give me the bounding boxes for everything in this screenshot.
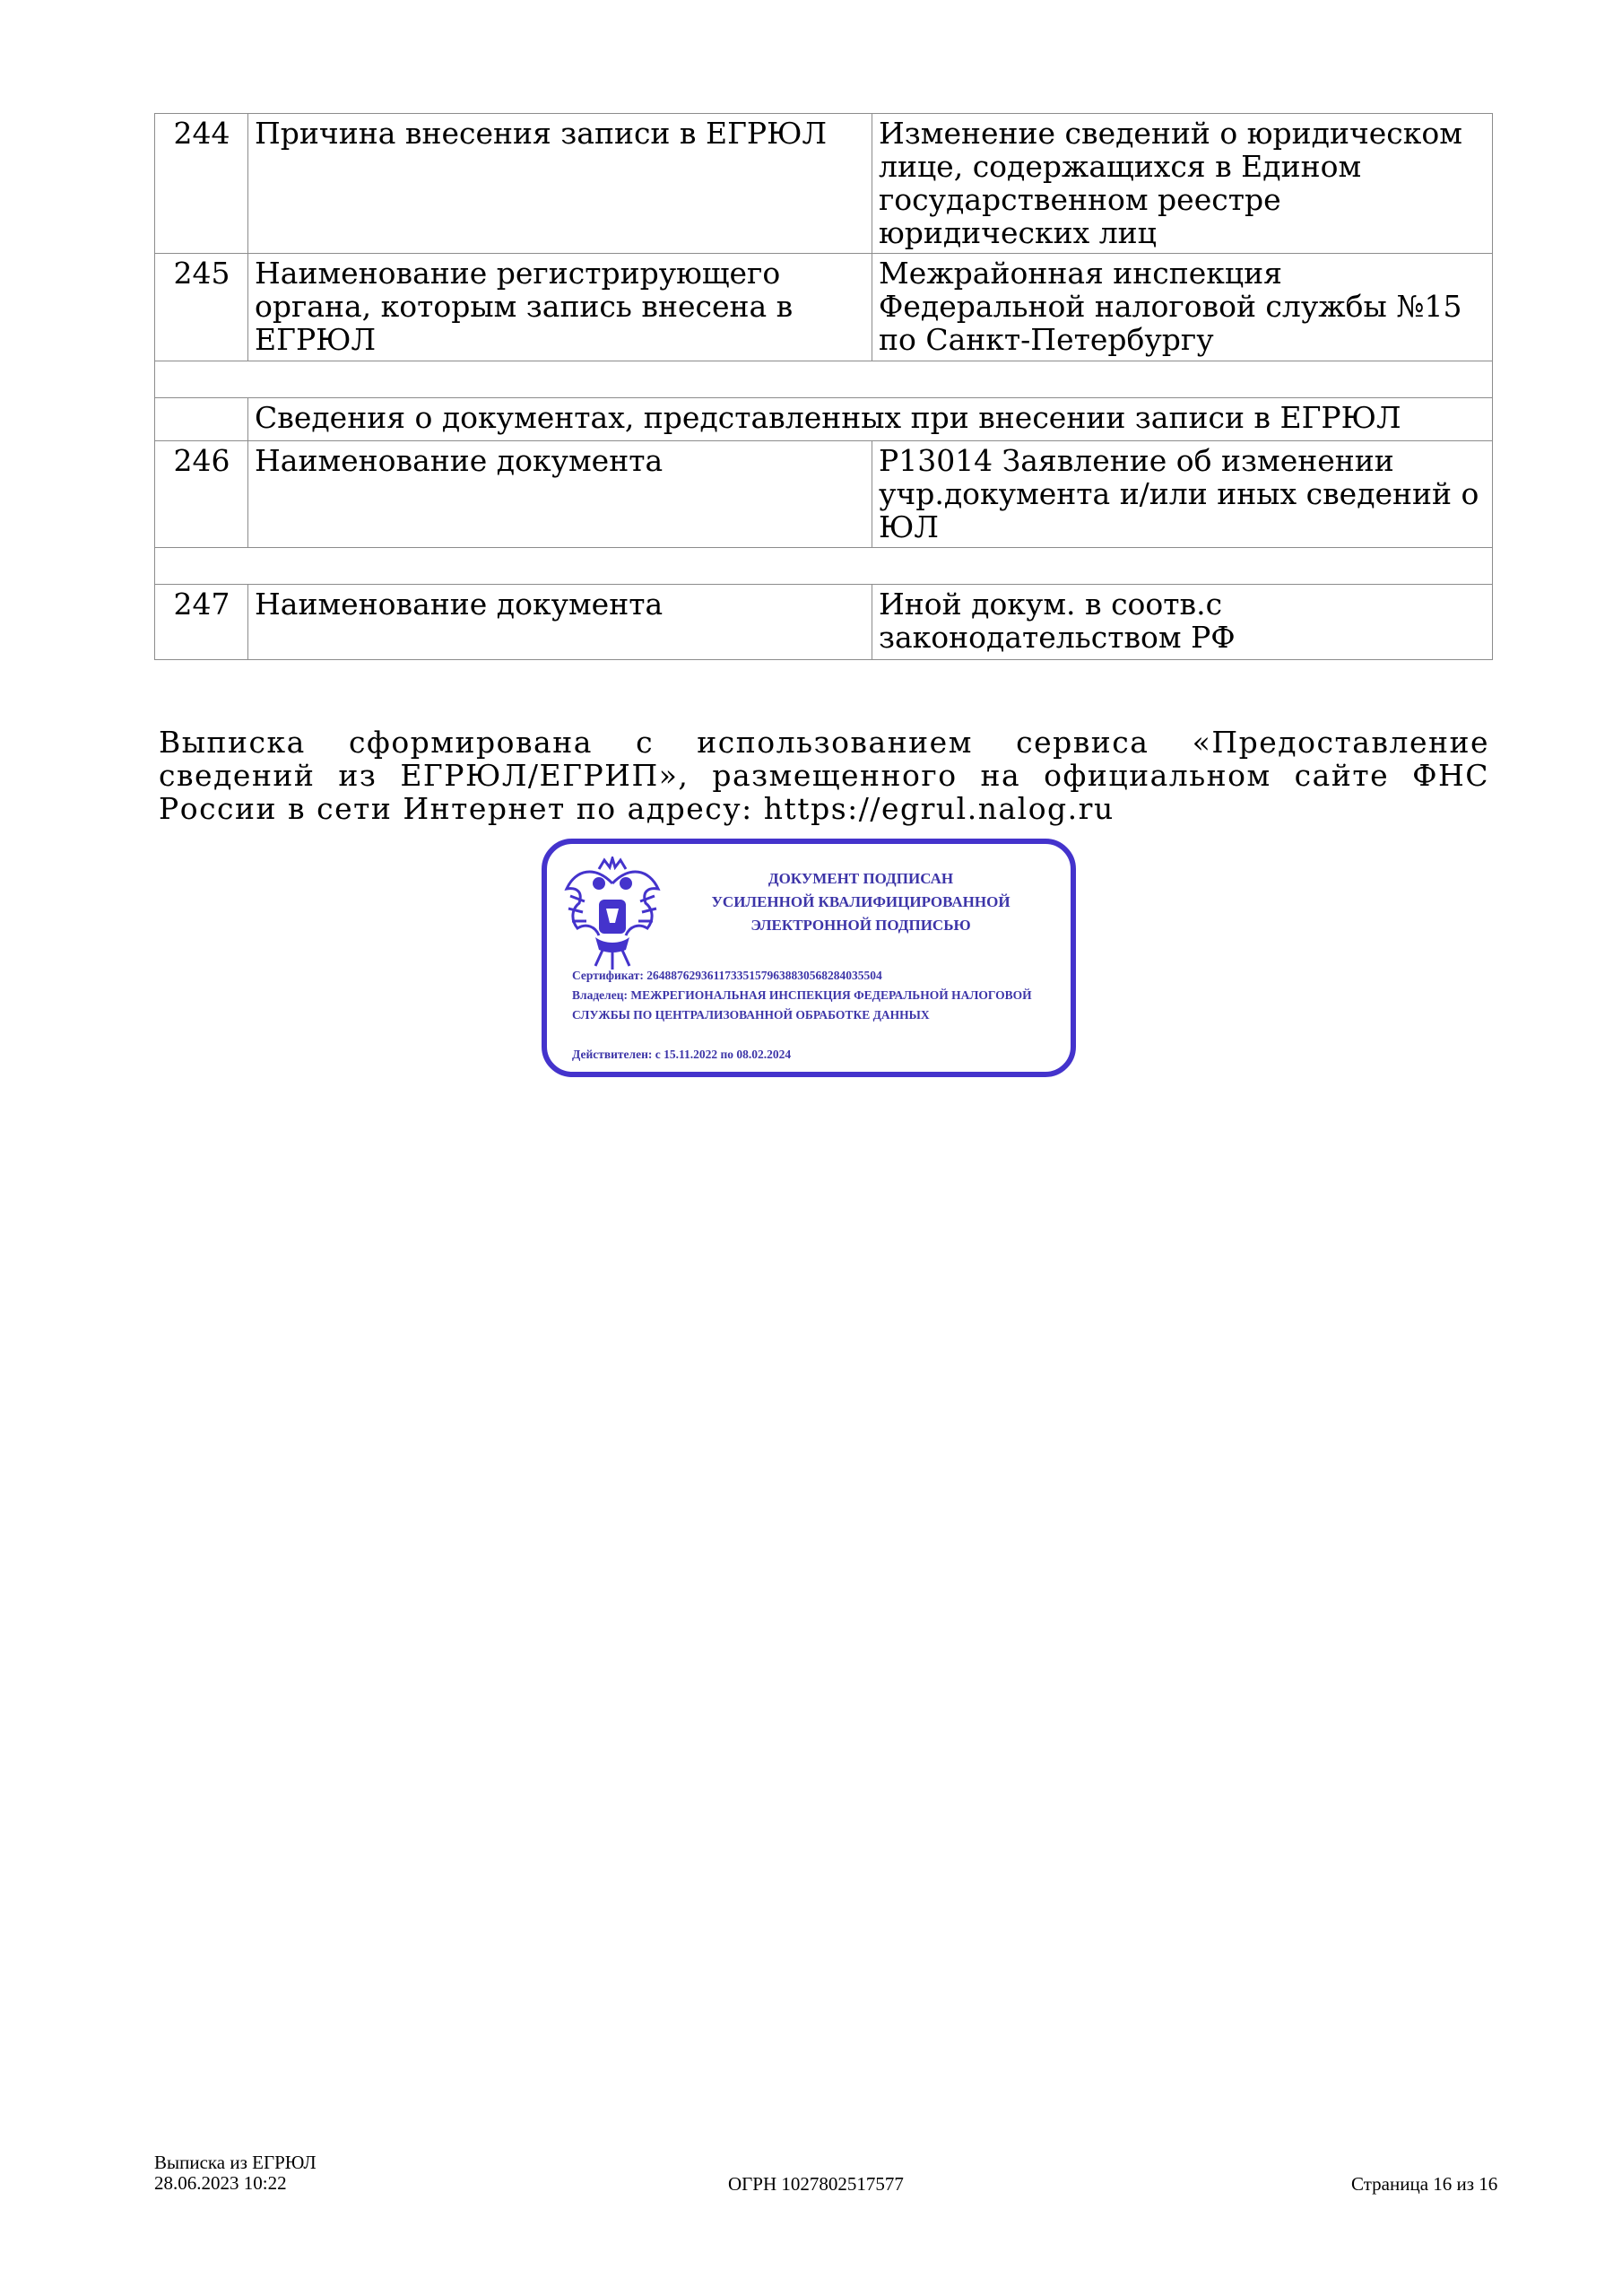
row-number: 245 <box>155 254 248 361</box>
field-name: Причина внесения записи в ЕГРЮЛ <box>248 114 872 254</box>
row-number: 246 <box>155 441 248 548</box>
electronic-signature-stamp <box>542 839 1076 1077</box>
footer-page-number: Страница 16 из 16 <box>1351 2173 1498 2195</box>
table-row <box>155 441 1493 548</box>
table-spacer-row <box>155 361 1493 398</box>
service-note: Выписка сформирована с использованием сервиса «Предоставление сведений из ЕГРЮЛ/ЕГРИП», размещенного на официальном сайте ФНС России в сети Интернет по адресу: https://egrul.nalog.ru <box>159 725 1489 826</box>
section-header-row <box>155 398 1493 441</box>
coat-of-arms-icon <box>559 857 665 975</box>
spacer-cell <box>155 361 1493 398</box>
field-value: Иной докум. в соотв.с законодательством РФ <box>872 585 1493 660</box>
stamp-title-line: ЭЛЕКТРОННОЙ ПОДПИСЬЮ <box>750 917 971 934</box>
field-value: Р13014 Заявление об изменении учр.документа и/или иных сведений о ЮЛ <box>872 441 1493 548</box>
stamp-owner: Владелец: МЕЖРЕГИОНАЛЬНАЯ ИНСПЕКЦИЯ ФЕДЕРАЛЬНОЙ НАЛОГОВОЙ СЛУЖБЫ ПО ЦЕНТРАЛИЗОВАННОЙ ОБРАБОТКЕ ДАННЫХ <box>572 988 1032 1022</box>
section-title: Сведения о документах, представленных при внесении записи в ЕГРЮЛ <box>248 398 1493 441</box>
stamp-validity: Действителен: с 15.11.2022 по 08.02.2024 <box>572 1048 792 1061</box>
field-name: Наименование регистрирующего органа, которым запись внесена в ЕГРЮЛ <box>248 254 872 361</box>
field-value: Межрайонная инспекция Федеральной налоговой службы №15 по Санкт-Петербургу <box>872 254 1493 361</box>
spacer-cell <box>155 548 1493 585</box>
empty-cell <box>155 398 248 441</box>
table-row <box>155 585 1493 660</box>
field-name: Наименование документа <box>248 585 872 660</box>
footer-ogrn: ОГРН 1027802517577 <box>728 2173 904 2195</box>
table-spacer-row <box>155 548 1493 585</box>
row-number: 247 <box>155 585 248 660</box>
footer-doc-title: Выписка из ЕГРЮЛ <box>154 2152 317 2173</box>
stamp-title-line: ДОКУМЕНТ ПОДПИСАН <box>768 870 954 887</box>
field-name: Наименование документа <box>248 441 872 548</box>
stamp-title <box>681 867 1040 937</box>
footer-datetime: 28.06.2023 10:22 <box>154 2172 287 2194</box>
stamp-title-line: УСИЛЕННОЙ КВАЛИФИЦИРОВАННОЙ <box>711 893 1010 910</box>
row-number: 244 <box>155 114 248 254</box>
footer-left <box>154 2152 317 2194</box>
field-value: Изменение сведений о юридическом лице, содержащихся в Едином государственном реестре юридических лиц <box>872 114 1493 254</box>
egrul-records-table <box>154 113 1493 660</box>
table-row <box>155 114 1493 254</box>
stamp-certificate: Сертификат: 264887629361173351579638830568284035504 <box>572 969 882 982</box>
table-row <box>155 254 1493 361</box>
